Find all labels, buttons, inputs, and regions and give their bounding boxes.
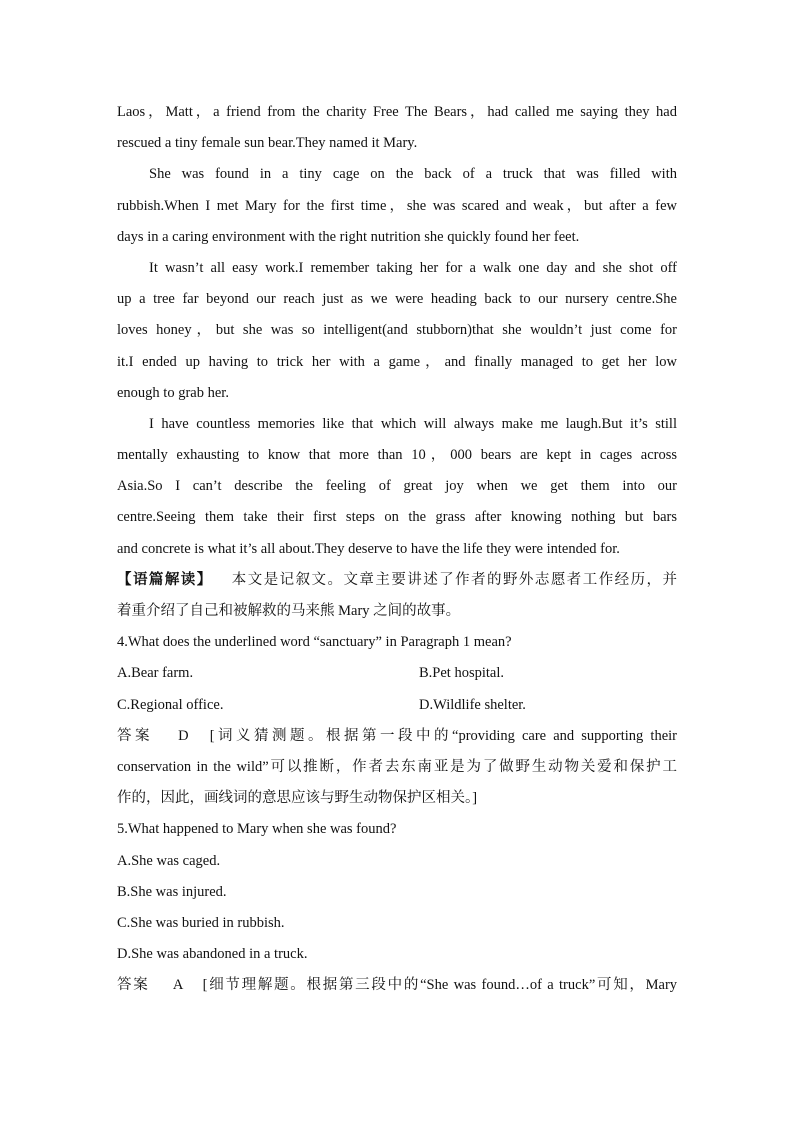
option-d: D.Wildlife shelter. [419, 696, 526, 713]
text-line: days in a caring environment with the right nutrition she quickly found her feet. [117, 228, 580, 245]
options-row [117, 690, 677, 721]
answer-explanation: [词义猜测题。根据第一段中的“providing care and supporting their [209, 727, 678, 744]
text-line: up a tree far beyond our reach just as we were heading back to our nursery centre.She [117, 291, 677, 308]
text-line: She was found in a tiny cage on the back of a truck that was filled with [149, 166, 677, 183]
option-b: B.Pet hospital. [419, 665, 504, 682]
discourse-analysis [117, 565, 677, 627]
text-line: and concrete is what it’s all about.They deserve to have the life they were intended for. [117, 540, 620, 557]
answer-line [117, 721, 677, 752]
analysis-text: 本文是记叙文。文章主要讲述了作者的野外志愿者工作经历，并 [231, 571, 678, 588]
text-line [117, 565, 677, 596]
text-line: centre.Seeing them take their first steps on the grass after knowing nothing but bars [117, 509, 677, 526]
passage-paragraph-4 [117, 409, 677, 565]
passage-paragraph-2 [117, 159, 677, 253]
text-line: I have countless memories like that which will always make me laugh.But it’s still [149, 415, 677, 432]
text-line: Laos，Matt，a friend from the charity Free The Bears，had called me saying they had [117, 104, 677, 120]
answer-explanation: [细节理解题。根据第三段中的“She was found…of a truck”可知，Mary [202, 977, 678, 994]
option-b: B.She was injured. [117, 883, 227, 900]
text-line: It wasn’t all easy work.I remember taking her for a walk one day and she shot off [149, 259, 677, 276]
text-line: conservation in the wild”可以推断，作者去东南亚是为了做野生动物关爱和保护工 [117, 758, 677, 775]
answer-letter: A [172, 977, 184, 994]
option-a: A.Bear farm. [117, 665, 194, 682]
answer-letter: D [178, 727, 189, 744]
text-line: enough to grab her. [117, 384, 229, 401]
question-stem: 4.What does the underlined word “sanctuary” in Paragraph 1 mean? [117, 634, 512, 651]
document-page [117, 97, 677, 1001]
option-c: C.She was buried in rubbish. [117, 914, 285, 931]
option-d: D.She was abandoned in a truck. [117, 946, 308, 963]
text-line: 着重介绍了自己和被解救的马来熊 Mary 之间的故事。 [117, 603, 461, 619]
text-line: rubbish.When I met Mary for the first time，she was scared and weak，but after a few [117, 197, 677, 214]
analysis-label: 【语篇解读】 [117, 571, 213, 588]
answer-line [117, 970, 677, 1001]
text-line: mentally exhausting to know that more than 10，000 bears are kept in cages across [117, 447, 677, 464]
answer-label: 答案 [117, 977, 150, 994]
answer-label: 答案 [117, 727, 153, 744]
text-line: Asia.So I can’t describe the feeling of great joy when we get them into our [117, 478, 677, 495]
option-c: C.Regional office. [117, 696, 224, 713]
text-line: it.I ended up having to trick her with a game，and finally managed to get her low [117, 353, 677, 370]
text-line: 作的，因此，画线词的意思应该与野生动物保护区相关。] [117, 790, 478, 807]
text-line: loves honey，but she was so intelligent(and stubborn)that she wouldn’t just come for [117, 322, 677, 339]
options-row [117, 658, 677, 689]
option-a: A.She was caged. [117, 852, 221, 869]
text-line: rescued a tiny female sun bear.They named it Mary. [117, 135, 418, 152]
passage-paragraph-3 [117, 253, 677, 409]
question-stem: 5.What happened to Mary when she was found? [117, 821, 397, 838]
question-4 [117, 627, 677, 814]
question-5 [117, 814, 677, 1001]
passage-paragraph-1 [117, 97, 677, 159]
